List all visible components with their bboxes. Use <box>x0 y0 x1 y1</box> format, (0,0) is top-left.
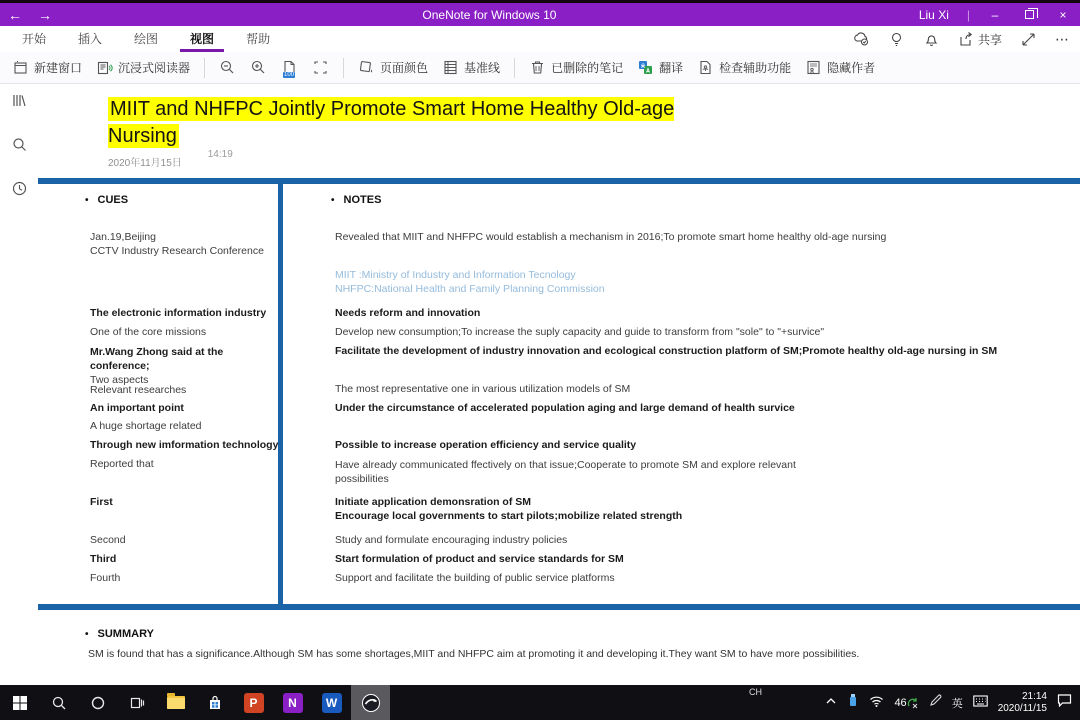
note-item[interactable]: Initiate application demonsration of SM <box>335 496 532 508</box>
note-item[interactable]: NHFPC:National Health and Family Planning Commission <box>335 283 605 295</box>
file-explorer-icon[interactable] <box>156 685 195 720</box>
view-toolbar <box>0 52 1080 84</box>
note-item[interactable]: Develop new consumption;To increase the suply capacity and guide to transform from "sole" to "+survice" <box>335 326 825 338</box>
note-item[interactable]: MIIT :Ministry of Industry and Information Tecnology <box>335 269 576 281</box>
pen-icon[interactable] <box>929 694 942 712</box>
close-button[interactable]: × <box>1059 7 1067 22</box>
rule-lines-label: 基准线 <box>464 61 501 75</box>
tab-home[interactable]: 开始 <box>22 32 47 46</box>
cues-header-label: CUES <box>97 194 129 206</box>
cue-item[interactable]: First <box>90 496 113 508</box>
cue-item[interactable]: Relevant researches <box>90 384 187 396</box>
titlebar-divider: | <box>966 7 970 22</box>
user-name[interactable]: Liu Xi <box>918 7 949 22</box>
app-title: OneNote for Windows 10 <box>422 7 557 22</box>
back-arrow-icon[interactable]: ← <box>8 6 22 23</box>
tab-draw[interactable]: 绘图 <box>134 32 159 46</box>
action-center-icon[interactable] <box>1057 693 1072 712</box>
sync-status-icon[interactable] <box>853 31 870 48</box>
immersive-reader-button[interactable] <box>96 59 190 76</box>
battery-indicator[interactable] <box>894 697 918 709</box>
deleted-notes-label: 已删除的笔记 <box>551 61 624 75</box>
cue-item[interactable]: Two aspects <box>90 374 149 386</box>
share-button[interactable] <box>958 31 1002 48</box>
cue-item[interactable]: Fourth <box>90 572 121 584</box>
notes-header[interactable] <box>331 194 381 206</box>
check-accessibility-label: 检查辅助功能 <box>719 61 792 75</box>
more-options-button[interactable]: ⋯ <box>1055 31 1070 47</box>
wifi-icon[interactable] <box>869 694 884 712</box>
task-view-icon[interactable] <box>117 685 156 720</box>
note-item[interactable]: Facilitate the development of industry innovation and ecological construction platform of SM;Promote healthy old-age nursing in SM <box>335 345 998 357</box>
page-title[interactable] <box>108 96 693 150</box>
hide-authors-button[interactable] <box>805 59 875 76</box>
cue-item[interactable]: The electronic information industry <box>90 307 267 319</box>
deleted-notes-button[interactable] <box>529 59 623 76</box>
start-button[interactable] <box>0 685 39 720</box>
microsoft-store-icon[interactable] <box>195 685 234 720</box>
cues-column <box>85 184 278 604</box>
toolbar-separator <box>343 58 344 78</box>
cue-item[interactable]: CCTV Industry Research Conference <box>90 245 264 257</box>
bullet-icon: • <box>85 195 89 206</box>
taskbar <box>0 685 1080 720</box>
forward-arrow-icon[interactable]: → <box>38 6 52 23</box>
toolbar-separator <box>514 58 515 78</box>
translate-label: 翻译 <box>659 61 684 75</box>
minimize-button[interactable]: – <box>991 7 999 22</box>
bullet-icon: • <box>331 195 335 206</box>
taskbar-search-icon[interactable] <box>39 685 78 720</box>
hide-authors-label: 隐藏作者 <box>827 61 876 75</box>
rule-lines-button[interactable] <box>442 59 500 76</box>
summary-header-label: SUMMARY <box>97 628 154 640</box>
page-title-text: MIIT and NHFPC Jointly Promote Smart Home Healthy Old-age Nursing <box>108 98 675 147</box>
note-item[interactable]: Support and facilitate the building of public service platforms <box>335 572 615 584</box>
touch-keyboard-icon[interactable] <box>973 694 988 712</box>
notebooks-icon[interactable] <box>11 92 28 114</box>
notifications-bell-icon[interactable] <box>923 31 940 48</box>
note-item[interactable]: Possible to increase operation efficiency and service quality <box>335 439 637 451</box>
clock-date: 2020/11/15 <box>997 702 1047 714</box>
fullscreen-expand-icon[interactable] <box>1020 31 1037 48</box>
note-item[interactable]: Start formulation of product and service standards for SM <box>335 553 624 565</box>
clock-time: 21:14 <box>1021 690 1047 702</box>
tab-help[interactable]: 帮助 <box>246 32 271 46</box>
note-item[interactable]: Study and formulate encouraging industry policies <box>335 534 568 546</box>
ideas-lightbulb-icon[interactable] <box>888 31 905 48</box>
translate-button[interactable] <box>637 59 683 76</box>
tab-view[interactable]: 视图 <box>180 28 224 52</box>
hidden-icons-chevron[interactable] <box>825 694 837 712</box>
language-badge: CH <box>749 687 762 697</box>
immersive-reader-label: 沉浸式阅读器 <box>118 61 191 75</box>
note-item[interactable]: Under the circumstance of accelerated population aging and large demand of health survice <box>335 402 795 414</box>
restore-button[interactable] <box>1012 3 1046 26</box>
notes-header-label: NOTES <box>343 194 382 206</box>
ribbon-right-actions <box>853 31 1070 48</box>
word-icon[interactable]: W <box>312 685 351 720</box>
zoom-out-button[interactable] <box>219 59 236 76</box>
note-item[interactable]: Needs reform and innovation <box>335 307 481 319</box>
cues-header[interactable] <box>85 194 128 206</box>
new-window-button[interactable] <box>12 59 82 76</box>
page-color-button[interactable] <box>358 59 428 76</box>
onenote-icon[interactable]: N <box>273 685 312 720</box>
zoom-in-button[interactable] <box>250 59 267 76</box>
recent-notes-icon[interactable] <box>11 180 28 202</box>
share-label: 共享 <box>977 33 1002 47</box>
cue-item[interactable]: Second <box>90 534 126 546</box>
notes-column <box>290 184 1080 604</box>
cornell-divider-line[interactable] <box>278 184 283 604</box>
cortana-icon[interactable] <box>78 685 117 720</box>
cue-item[interactable]: Jan.19,Beijing <box>90 231 156 243</box>
note-item[interactable]: Encourage local governments to start pilots;mobilize related strength <box>335 510 683 522</box>
left-rail <box>0 84 38 685</box>
ime-indicator[interactable]: 英 <box>951 697 963 710</box>
cornell-table <box>38 178 1080 610</box>
page-color-label: 页面颜色 <box>380 61 429 75</box>
cue-item[interactable]: An important point <box>90 402 184 414</box>
cue-item[interactable]: One of the core missions <box>90 326 207 338</box>
note-item[interactable]: Have already communicated ffectively on that issue;Cooperate to promote SM and explore relevant possibilities <box>335 459 796 485</box>
note-item[interactable]: Revealed that MIIT and NHFPC would establish a mechanism in 2016;To promote smart home healthy old-age nursing <box>335 231 887 243</box>
page-width-button[interactable] <box>312 59 329 76</box>
new-window-label: 新建窗口 <box>34 61 83 75</box>
cue-item[interactable]: A huge shortage related <box>90 420 202 432</box>
taskbar-clock[interactable] <box>998 691 1047 715</box>
battery-percent: 46 <box>894 696 907 709</box>
toolbar-separator <box>204 58 205 78</box>
bullet-icon: • <box>85 629 89 640</box>
cue-item[interactable]: Third <box>90 553 117 565</box>
summary-header[interactable] <box>85 628 154 640</box>
powerpoint-icon[interactable]: P <box>234 685 273 720</box>
tab-insert[interactable]: 插入 <box>78 32 103 46</box>
zoom-100-button[interactable] <box>281 59 298 76</box>
search-icon[interactable] <box>11 136 28 158</box>
zoom-100-badge: 100 <box>284 72 295 78</box>
cue-item[interactable]: Through new imformation technology <box>90 439 279 451</box>
page-time: 14:19 <box>207 149 233 160</box>
page-date: 2020年11月15日 <box>108 158 182 169</box>
system-tray <box>825 685 1080 720</box>
note-item[interactable]: The most representative one in various utilization models of SM <box>335 383 631 395</box>
page-meta <box>108 149 233 169</box>
titlebar <box>0 0 1080 26</box>
cue-item[interactable]: Mr.Wang Zhong said at the conference; <box>90 346 224 372</box>
check-accessibility-button[interactable] <box>697 59 791 76</box>
usb-device-icon[interactable] <box>847 693 859 712</box>
screen-recorder-icon[interactable] <box>351 685 390 720</box>
restore-icon <box>1025 10 1034 19</box>
summary-text[interactable]: SM is found that has a significance.Although SM has some shortages,MIIT and NHFPC aim at promoting it and developing it.They want SM to have more possibilities. <box>88 648 860 660</box>
cue-item[interactable]: Reported that <box>90 458 154 470</box>
